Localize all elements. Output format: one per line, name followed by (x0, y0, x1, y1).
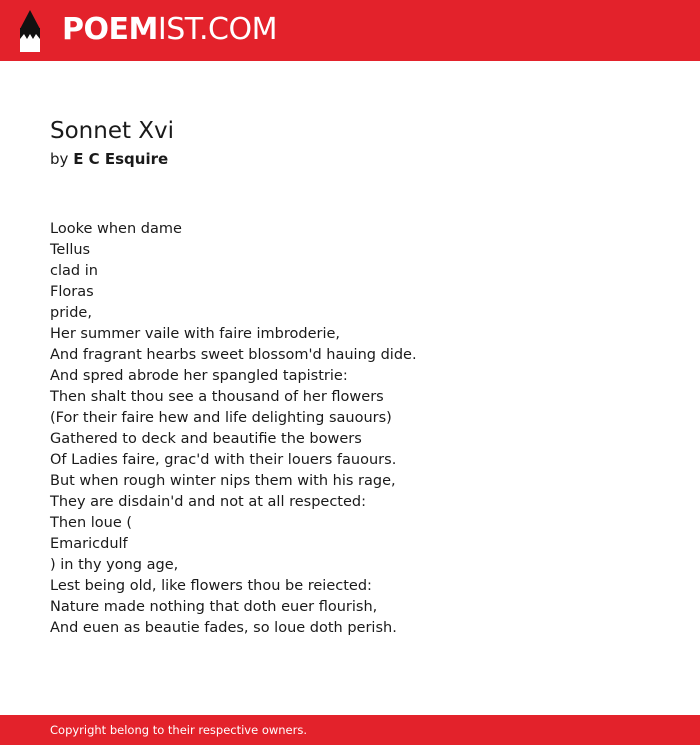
poem-line: Gathered to deck and beautifie the bowers (50, 431, 362, 447)
poem-line: Her summer vaile with faire imbroderie, (50, 326, 341, 342)
poem-byline (50, 148, 168, 170)
pencil-tip-icon[interactable] (16, 9, 44, 53)
poem-line: And euen as beautie fades, so loue doth perish. (50, 620, 397, 636)
poem-body (50, 219, 670, 639)
poem-line: clad in (50, 263, 98, 279)
poem-line: (For their faire hew and life delighting sauours) (50, 410, 392, 426)
poem-line: Nature made nothing that doth euer flourish, (50, 599, 378, 615)
poem-author: E C Esquire (73, 150, 169, 168)
poem-line: And fragrant hearbs sweet blossom'd hauing dide. (50, 347, 417, 363)
poem-line: Emaricdulf (50, 536, 128, 552)
poem-line: Floras (50, 284, 94, 300)
site-footer (0, 715, 700, 745)
poem-line: ) in thy yong age, (50, 557, 179, 573)
poem-line: Tellus (50, 242, 91, 258)
poem-line: Of Ladies faire, grac'd with their louers fauours. (50, 452, 397, 468)
poem-line: Lest being old, like flowers thou be reiected: (50, 578, 372, 594)
copyright-text: Copyright belong to their respective owners. (50, 723, 308, 737)
poem-line: And spred abrode her spangled tapistrie: (50, 368, 348, 384)
poem-title: Sonnet Xvi (50, 118, 175, 144)
poem-line: pride, (50, 305, 92, 321)
logo-text-light: IST.COM (157, 12, 277, 47)
logo-text-bold: POEM (62, 12, 158, 47)
by-label: by (50, 150, 69, 168)
site-logo[interactable] (62, 11, 277, 49)
poem-line: They are disdain'd and not at all respected: (50, 494, 366, 510)
poem-line: Then shalt thou see a thousand of her flowers (50, 389, 384, 405)
poem-line: But when rough winter nips them with his rage, (50, 473, 396, 489)
site-header (0, 0, 700, 61)
poem-line: Then loue ( (50, 515, 133, 531)
poem-line: Looke when dame (50, 221, 182, 237)
